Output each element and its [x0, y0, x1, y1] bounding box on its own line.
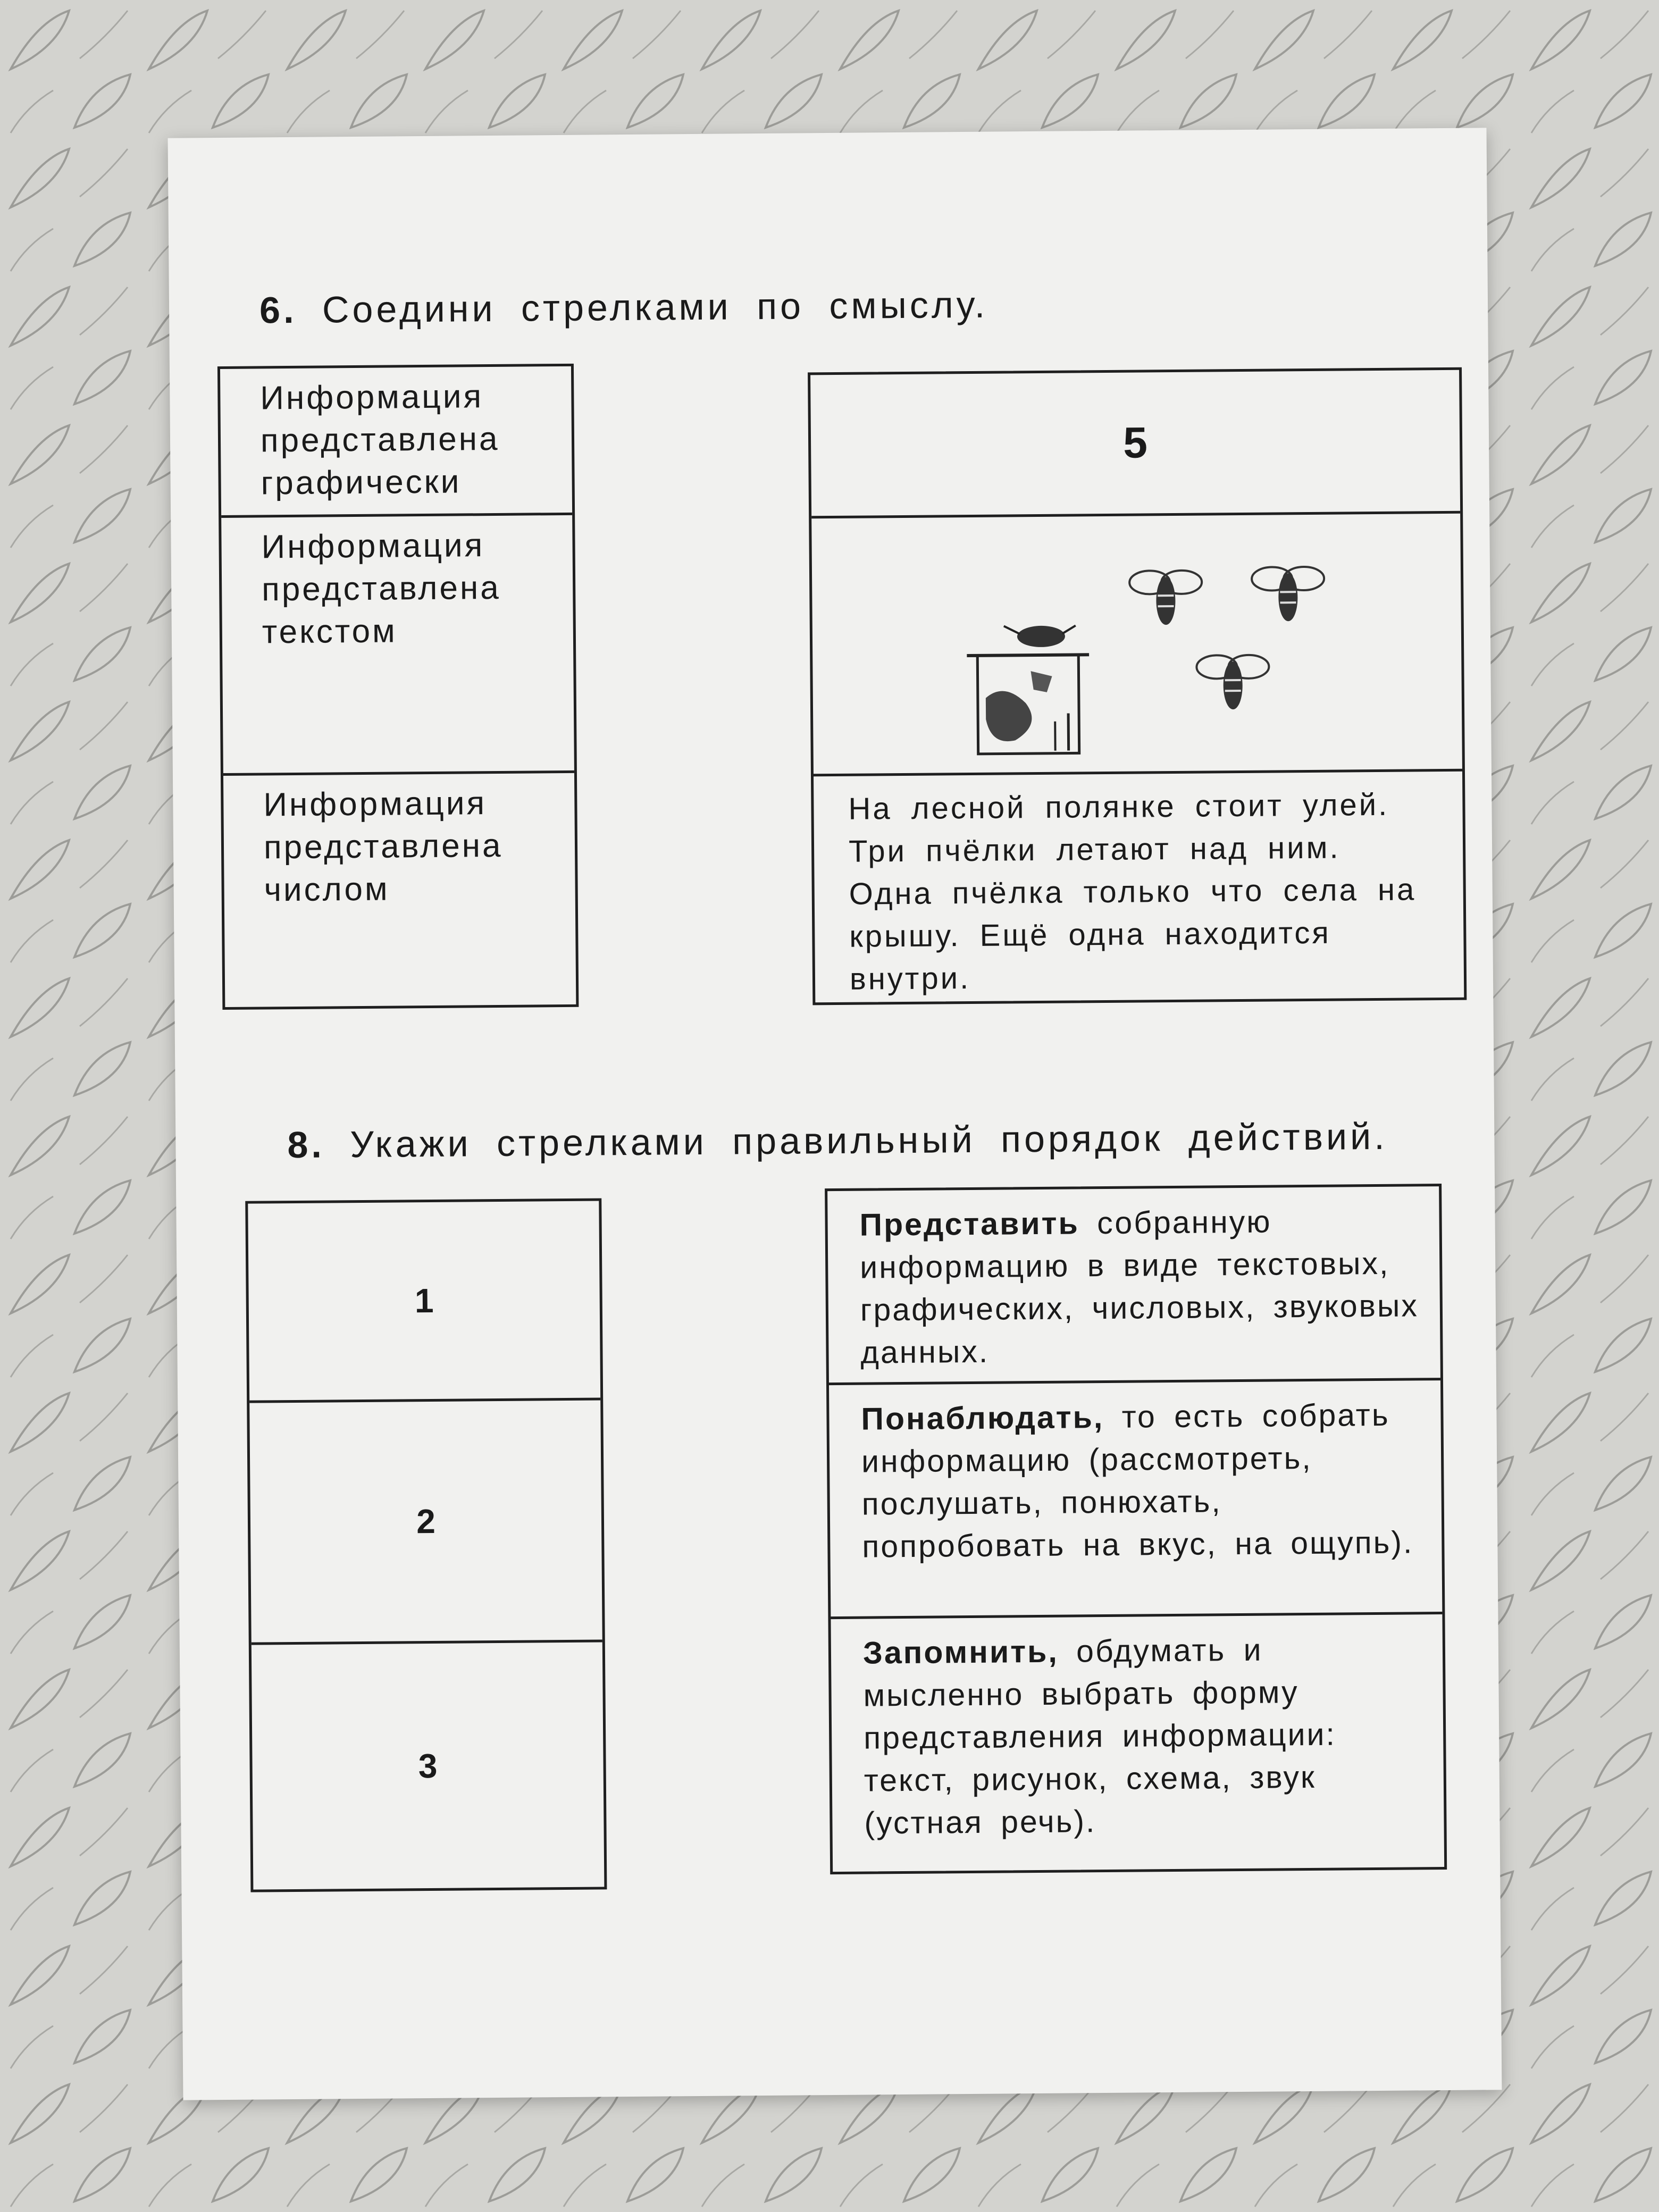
order-number: 2 — [416, 1502, 436, 1541]
task6-right-cell-picture[interactable] — [811, 511, 1462, 774]
task6-left-cell-text[interactable] — [221, 513, 574, 773]
task8-title: Укажи стрелками правильный порядок действий. — [349, 1115, 1388, 1166]
step-text — [831, 1614, 1444, 1845]
task6-right-cell-number[interactable] — [810, 370, 1460, 516]
bee-story-text: На лесной полянке стоит улей. Три пчёлки летают над ним. Одна пчёлка только что села на крышу. Ещё одна находится внутри. — [848, 787, 1417, 996]
step-cell-present[interactable] — [827, 1186, 1440, 1382]
task8-order-column — [245, 1198, 607, 1892]
step-text — [827, 1186, 1440, 1374]
task6-right-column — [808, 367, 1467, 1006]
task8-steps-column — [825, 1184, 1447, 1874]
task6-number: 6. — [259, 289, 297, 331]
task6-left-label: Информация представлена графически — [260, 378, 500, 502]
bee-icon — [1126, 560, 1206, 630]
order-cell-2[interactable] — [249, 1397, 602, 1642]
task8-number: 8. — [287, 1124, 325, 1166]
number-five: 5 — [1122, 418, 1148, 467]
step-description: обдумать и мысленно выбрать форму представления информации: текст, рисунок, схема, звук (устная речь). — [863, 1632, 1337, 1841]
task8-heading — [287, 1115, 1388, 1166]
task6-title: Соедини стрелками по смыслу. — [322, 283, 988, 331]
order-number: 3 — [418, 1746, 438, 1786]
task6-left-label: Информация представлена текстом — [261, 527, 501, 651]
task6-left-label: Информация представлена числом — [263, 785, 503, 909]
bee-icon — [1193, 646, 1273, 715]
step-keyword: Понаблюдать, — [861, 1400, 1104, 1437]
task6-right-cell-text[interactable] — [814, 769, 1464, 1003]
order-cell-3[interactable] — [252, 1639, 605, 1889]
beehive-picture — [967, 623, 1090, 757]
task6-left-column — [217, 364, 579, 1010]
worksheet-page — [168, 128, 1502, 2100]
order-number: 1 — [414, 1281, 434, 1320]
order-cell-1[interactable] — [248, 1201, 600, 1400]
bee-icon — [1248, 557, 1328, 627]
task6-heading — [259, 283, 988, 332]
step-cell-observe[interactable] — [829, 1378, 1442, 1616]
task6-left-cell-graphic[interactable] — [220, 366, 572, 515]
step-description: то есть собрать информацию (рассмотреть, послушать, понюхать, попробовать на вкус, на ощупь). — [861, 1397, 1414, 1564]
step-keyword: Запомнить, — [862, 1633, 1059, 1671]
step-text — [829, 1380, 1442, 1568]
step-keyword: Представить — [859, 1205, 1080, 1243]
step-description: собранную информацию в виде текстовых, графических, числовых, звуковых данных. — [860, 1204, 1419, 1370]
task6-left-cell-number[interactable] — [223, 770, 576, 1007]
step-cell-remember[interactable] — [831, 1612, 1444, 1872]
